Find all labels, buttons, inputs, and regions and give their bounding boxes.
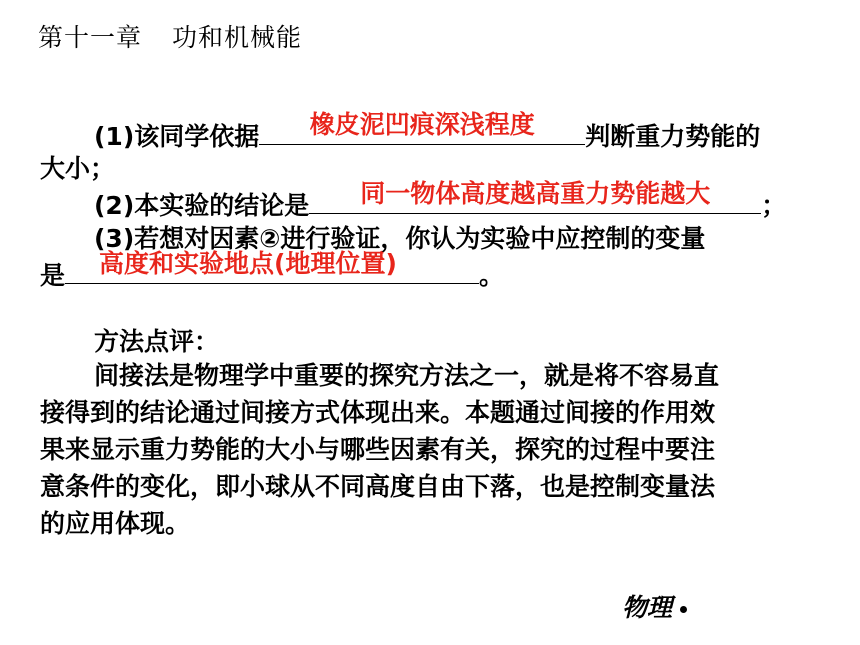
q1-suffix: 判断重力势能的 bbox=[585, 122, 761, 151]
comment-title: 方法点评： bbox=[94, 327, 220, 356]
comment-line: 的应用体现。 bbox=[40, 509, 191, 538]
q2-suffix: ； bbox=[761, 191, 787, 220]
q1-prefix: (1)该同学依据 bbox=[94, 122, 260, 151]
chapter-header bbox=[38, 18, 302, 54]
comment-line: 间接法是物理学中重要的探究方法之一，就是将不容易直 bbox=[94, 361, 720, 390]
chapter-title: 功和机械能 bbox=[172, 23, 303, 52]
q3-suffix: 。 bbox=[479, 261, 505, 290]
q3-blank bbox=[65, 249, 479, 284]
bullet-dot-icon bbox=[680, 606, 687, 613]
q3-answer: 高度和实验地点(地理位置) bbox=[99, 249, 397, 278]
question-3-continued bbox=[40, 249, 505, 291]
question-2 bbox=[40, 179, 787, 221]
q3-line1: (3)若想对因素②进行验证，你认为实验中应控制的变量 bbox=[94, 224, 706, 253]
chapter-number: 第十一章 bbox=[38, 23, 143, 52]
comment-line: 果来显示重力势能的大小与哪些因素有关，探究的过程中要注 bbox=[40, 435, 716, 464]
question-1-continued bbox=[40, 152, 115, 186]
q2-answer: 同一物体高度越高重力势能越大 bbox=[360, 179, 711, 208]
question-1 bbox=[40, 110, 761, 152]
footer-subject bbox=[622, 588, 687, 624]
comment-paragraph bbox=[40, 357, 820, 542]
q3-prefix: 是 bbox=[40, 261, 66, 290]
comment-line: 接得到的结论通过间接方式体现出来。本题通过间接的作用效 bbox=[40, 398, 716, 427]
q1-cont: 大小； bbox=[40, 154, 116, 183]
comment-line: 意条件的变化，即小球从不同高度自由下落，也是控制变量法 bbox=[40, 472, 716, 501]
q1-answer: 橡皮泥凹痕深浅程度 bbox=[309, 110, 535, 139]
q1-blank bbox=[259, 110, 585, 145]
subject-label: 物理 bbox=[622, 593, 673, 622]
q2-prefix: (2)本实验的结论是 bbox=[94, 191, 310, 220]
q2-blank bbox=[309, 179, 761, 214]
